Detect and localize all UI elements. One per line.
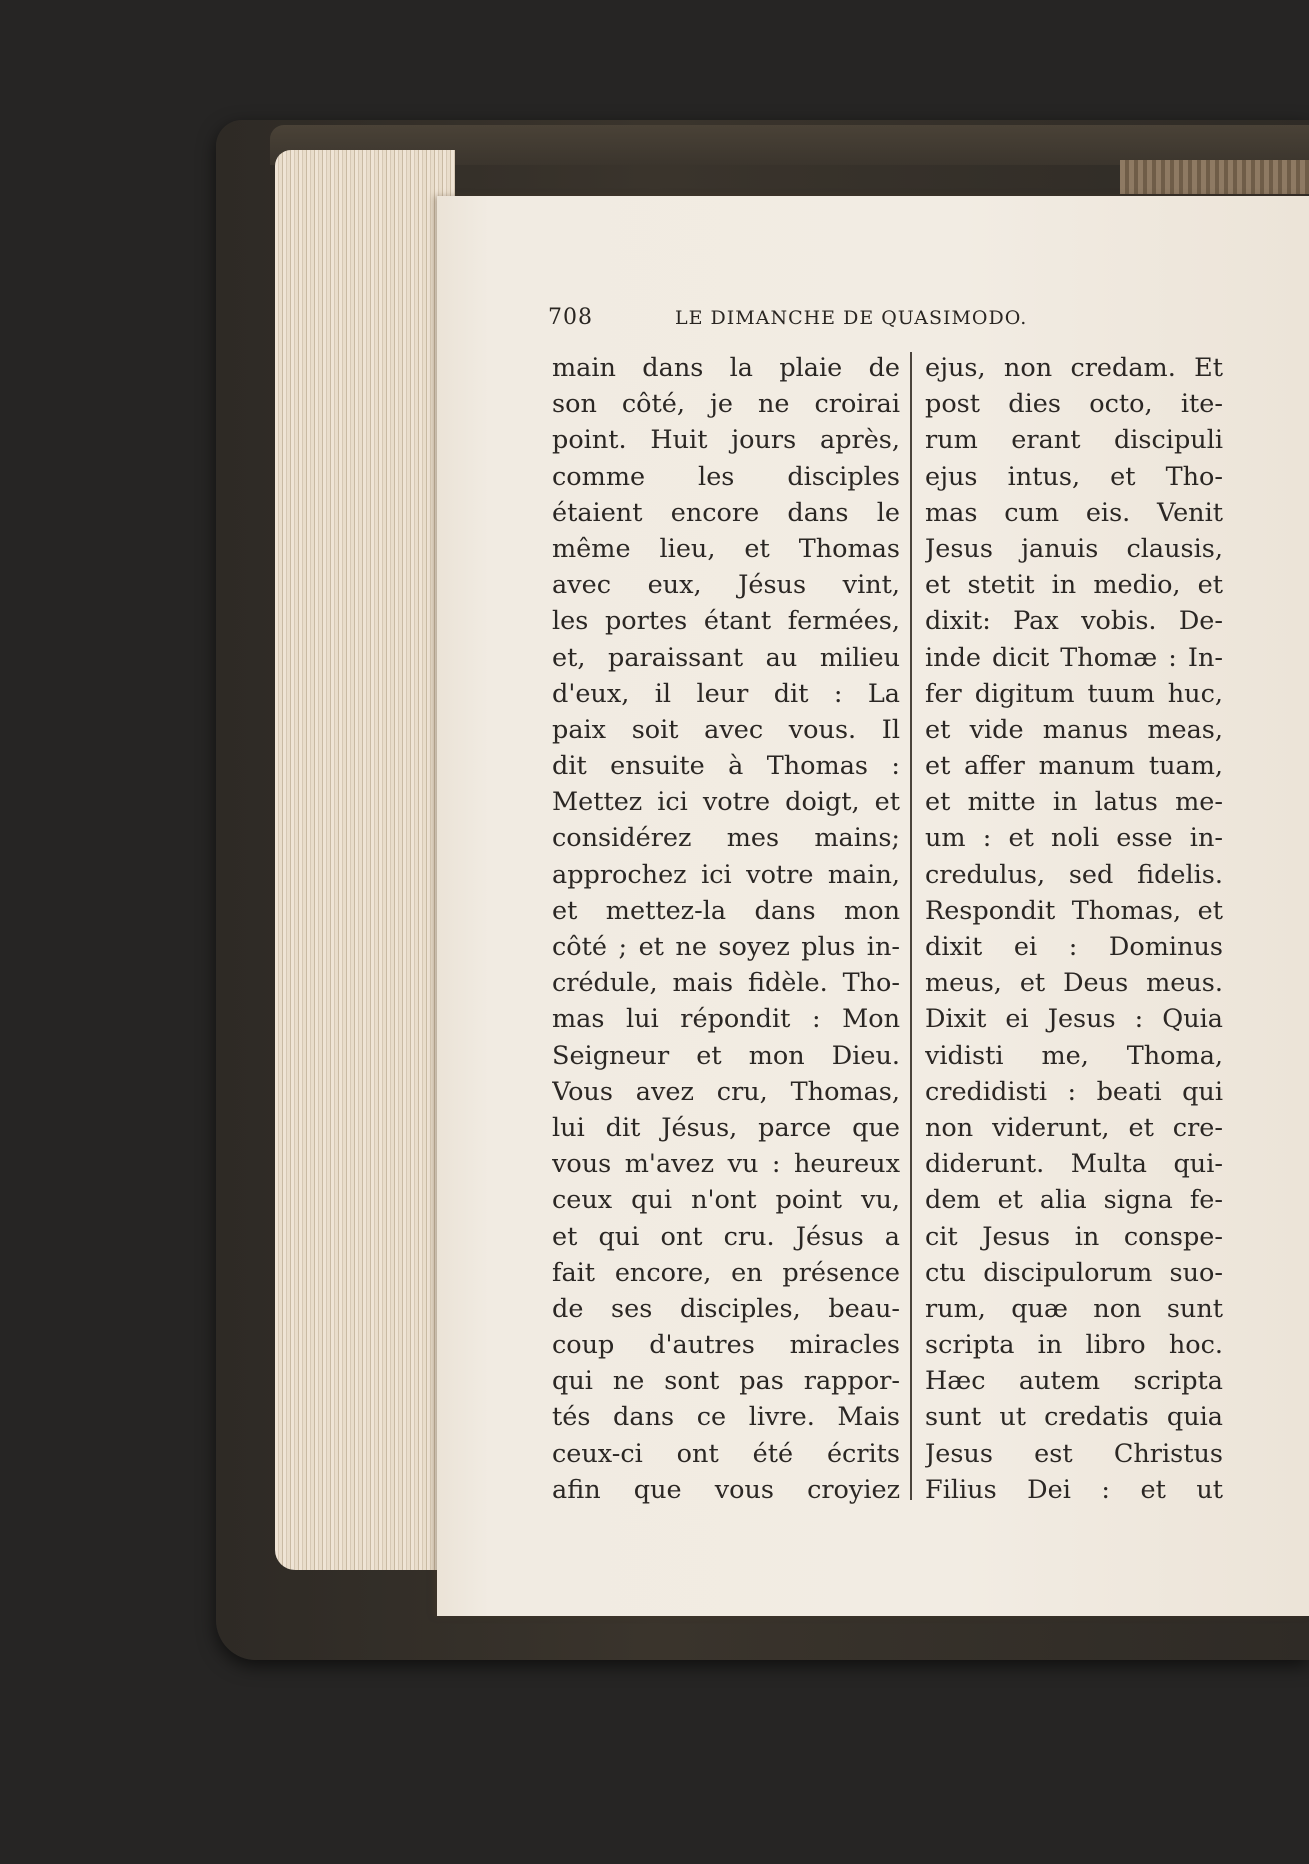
french-text-column (552, 350, 900, 1508)
text-line: et vide manus meas, (925, 714, 1223, 745)
text-line: et, paraissant au milieu (552, 642, 900, 673)
text-line: dem et alia signa fe- (925, 1185, 1223, 1216)
running-title: LE DIMANCHE DE QUASIMODO. (675, 307, 1028, 329)
headband (1120, 160, 1309, 194)
text-line: comme les disciples (552, 461, 900, 492)
text-line: rum, quæ non sunt (925, 1293, 1223, 1324)
text-line: Jesus est Christus (925, 1438, 1223, 1469)
text-line: ejus, non credam. Et (925, 353, 1223, 383)
text-line: inde dicit Thomæ : In- (925, 642, 1223, 673)
text-line: vidisti me, Thoma, (925, 1040, 1223, 1071)
text-line: mas lui répondit : Mon (552, 1004, 900, 1035)
text-line: Seigneur et mon Dieu. (552, 1040, 900, 1071)
text-line: paix soit avec vous. Il (552, 714, 900, 745)
text-line: afin que vous croyiez (552, 1474, 900, 1505)
text-line: coup d'autres miracles (552, 1330, 900, 1361)
text-line: meus, et Deus meus. (925, 968, 1223, 999)
latin-text-column (925, 350, 1223, 1508)
text-line: Respondit Thomas, et (925, 895, 1223, 926)
text-line: et stetit in medio, et (925, 570, 1223, 601)
text-line: Jesus januis clausis, (925, 533, 1223, 564)
text-line: Vous avez cru, Thomas, (552, 1076, 900, 1107)
text-line: Filius Dei : et ut (925, 1474, 1223, 1505)
text-line: son côté, je ne croirai (552, 389, 900, 420)
text-line: mas cum eis. Venit (925, 497, 1223, 528)
text-line: cit Jesus in conspe- (925, 1221, 1223, 1252)
text-line: fait encore, en présence (552, 1257, 900, 1288)
column-divider (910, 352, 912, 1500)
text-line: sunt ut credatis quia (925, 1402, 1223, 1433)
text-line: dit ensuite à Thomas : (552, 751, 900, 782)
text-line: main dans la plaie de (552, 353, 900, 383)
text-line: um : et noli esse in- (925, 823, 1223, 854)
text-line: non viderunt, et cre- (925, 1112, 1223, 1143)
text-line: et affer manum tuam, (925, 751, 1223, 782)
text-line: et mettez-la dans mon (552, 895, 900, 926)
text-line: fer digitum tuum huc, (925, 678, 1223, 709)
text-line: approchez ici votre main, (552, 859, 900, 890)
text-line: même lieu, et Thomas (552, 533, 900, 564)
text-line: de ses disciples, beau- (552, 1293, 900, 1324)
text-line: Hæc autem scripta (925, 1366, 1223, 1397)
text-line: dixit: Pax vobis. De- (925, 606, 1223, 637)
text-line: ceux qui n'ont point vu, (552, 1185, 900, 1216)
text-line: diderunt. Multa qui- (925, 1149, 1223, 1180)
text-line: credulus, sed fidelis. (925, 859, 1223, 890)
text-line: et qui ont cru. Jésus a (552, 1221, 900, 1252)
text-line: considérez mes mains; (552, 823, 900, 854)
text-line: avec eux, Jésus vint, (552, 570, 900, 601)
text-line: credidisti : beati qui (925, 1076, 1223, 1107)
text-line: Dixit ei Jesus : Quia (925, 1004, 1223, 1035)
text-line: les portes étant fermées, (552, 606, 900, 637)
text-line: rum erant discipuli (925, 425, 1223, 456)
text-line: crédule, mais fidèle. Tho- (552, 968, 900, 999)
text-line: côté ; et ne soyez plus in- (552, 932, 900, 962)
text-line: tés dans ce livre. Mais (552, 1402, 900, 1433)
text-line: dixit ei : Dominus (925, 932, 1223, 962)
page-edges (275, 150, 455, 1570)
page-header (548, 305, 1088, 335)
text-line: ejus intus, et Tho- (925, 461, 1223, 492)
text-line: post dies octo, ite- (925, 389, 1223, 420)
text-line: qui ne sont pas rappor- (552, 1366, 900, 1397)
text-line: et mitte in latus me- (925, 787, 1223, 818)
text-line: ceux-ci ont été écrits (552, 1438, 900, 1469)
text-line: étaient encore dans le (552, 497, 900, 528)
text-line: point. Huit jours après, (552, 425, 900, 456)
text-line: Mettez ici votre doigt, et (552, 787, 900, 818)
text-line: scripta in libro hoc. (925, 1330, 1223, 1361)
text-line: d'eux, il leur dit : La (552, 678, 900, 709)
page-number: 708 (548, 305, 593, 330)
text-line: vous m'avez vu : heureux (552, 1149, 900, 1180)
text-line: lui dit Jésus, parce que (552, 1112, 900, 1143)
text-line: ctu discipulorum suo- (925, 1257, 1223, 1288)
